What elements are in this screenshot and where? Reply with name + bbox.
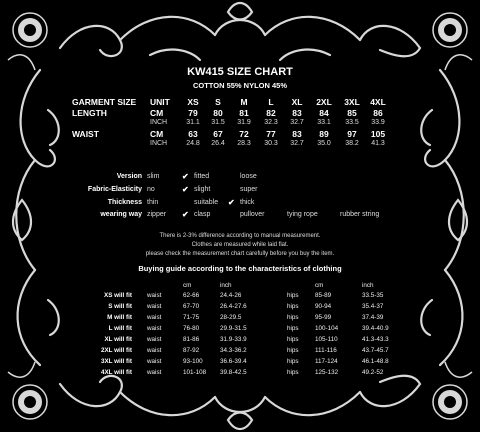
characteristic-option: thick bbox=[240, 199, 255, 206]
size-header: S bbox=[215, 97, 221, 107]
guide-waist-label: waist bbox=[147, 347, 162, 354]
guide-size: M will fit bbox=[107, 314, 132, 321]
waist-cm-cell: 97 bbox=[347, 129, 357, 139]
characteristic-option: tying rope bbox=[287, 211, 318, 218]
guide-waist-inch: 26.4-27.6 bbox=[220, 303, 247, 310]
guide-hips-label: hips bbox=[287, 292, 299, 299]
length-cm-cell: 84 bbox=[319, 108, 329, 118]
guide-hips-inch: 33.5-35 bbox=[362, 292, 384, 299]
waist-inch-unit: INCH bbox=[150, 140, 168, 147]
waist-inch-cell: 38.2 bbox=[345, 140, 359, 147]
size-header: XL bbox=[291, 97, 303, 107]
characteristic-option: slim bbox=[147, 173, 160, 180]
note-line-1: There is 2-3% difference according to manual measurement. bbox=[159, 233, 321, 239]
length-inch-cell: 32.7 bbox=[290, 119, 304, 126]
guide-size: L will fit bbox=[108, 325, 132, 332]
check-icon: ✔ bbox=[182, 172, 189, 181]
characteristic-option: loose bbox=[240, 173, 257, 180]
guide-hips-inch: 49.2-52 bbox=[362, 369, 384, 376]
characteristic-label: Fabric-Elasticity bbox=[87, 186, 142, 193]
guide-waist-cm: 87-92 bbox=[183, 347, 200, 354]
guide-hips-cm: 90-94 bbox=[315, 303, 332, 310]
characteristic-label: Version bbox=[116, 173, 142, 180]
guide-size: 3XL will fit bbox=[100, 358, 132, 365]
guide-size: XS will fit bbox=[104, 292, 132, 299]
size-header: 2XL bbox=[316, 97, 332, 107]
waist-cm-cell: 89 bbox=[319, 129, 329, 139]
guide-hips-inch: 39.4-40.9 bbox=[362, 325, 389, 332]
guide-hips-label: hips bbox=[287, 325, 299, 332]
chart-subtitle: COTTON 55% NYLON 45% bbox=[192, 81, 288, 90]
length-inch-cell: 32.3 bbox=[264, 119, 278, 126]
length-inch-cell: 31.1 bbox=[186, 119, 200, 126]
guide-hips-inch: 41.3-43.3 bbox=[362, 336, 389, 343]
guide-waist-cm: 101-108 bbox=[183, 369, 207, 376]
length-cm-cell: 81 bbox=[239, 108, 249, 118]
check-icon: ✔ bbox=[182, 185, 189, 194]
guide-waist-inch: 34.3-36.2 bbox=[220, 347, 247, 354]
length-cm-cell: 86 bbox=[373, 108, 383, 118]
guide-hips-label: hips bbox=[287, 347, 299, 354]
guide-waist-inch: 24.4-26 bbox=[220, 292, 242, 299]
garment-size-label: GARMENT SIZE bbox=[72, 97, 137, 107]
length-label: LENGTH bbox=[72, 108, 107, 118]
size-header: L bbox=[268, 97, 274, 107]
length-cm-cell: 82 bbox=[266, 108, 276, 118]
guide-waist-inch: 28-29.5 bbox=[220, 314, 242, 321]
size-header: 3XL bbox=[344, 97, 360, 107]
guide-hips-inch-header: inch bbox=[362, 282, 374, 289]
guide-hips-cm: 117-124 bbox=[315, 358, 338, 365]
characteristic-option: zipper bbox=[147, 211, 167, 218]
guide-waist-cm: 81-86 bbox=[183, 336, 200, 343]
note-line-2: Clothes are measured while laid flat. bbox=[191, 242, 289, 248]
waist-inch-cell: 24.8 bbox=[186, 140, 200, 147]
waist-inch-cell: 28.3 bbox=[237, 140, 251, 147]
guide-waist-inch: 31.9-33.9 bbox=[220, 336, 247, 343]
unit-label: UNIT bbox=[150, 97, 170, 107]
guide-size: 2XL will fit bbox=[100, 347, 132, 354]
guide-hips-cm-header: cm bbox=[315, 282, 324, 289]
waist-inch-cell: 35.0 bbox=[317, 140, 331, 147]
guide-hips-cm: 105-110 bbox=[315, 336, 338, 343]
guide-hips-cm: 125-132 bbox=[315, 369, 339, 376]
length-inch-cell: 33.9 bbox=[371, 119, 385, 126]
waist-inch-cell: 30.3 bbox=[264, 140, 278, 147]
waist-inch-cell: 26.4 bbox=[211, 140, 225, 147]
guide-hips-inch: 35.4-37 bbox=[362, 303, 384, 310]
guide-hips-cm: 95-99 bbox=[315, 314, 332, 321]
characteristic-option: rubber string bbox=[340, 211, 380, 218]
length-inch-unit: INCH bbox=[150, 119, 168, 126]
waist-inch-cell: 41.3 bbox=[371, 140, 385, 147]
length-cm-cell: 80 bbox=[213, 108, 223, 118]
guide-waist-label: waist bbox=[147, 336, 162, 343]
guide-hips-label: hips bbox=[287, 314, 299, 321]
guide-hips-inch: 43.7-45.7 bbox=[362, 347, 389, 354]
size-header: XS bbox=[187, 97, 199, 107]
size-header: 4XL bbox=[370, 97, 386, 107]
length-inch-cell: 33.1 bbox=[317, 119, 331, 126]
waist-cm-cell: 105 bbox=[370, 129, 386, 139]
length-cm-cell: 85 bbox=[347, 108, 357, 118]
length-cm-unit: CM bbox=[150, 108, 164, 118]
waist-label: WAIST bbox=[72, 129, 99, 139]
guide-size: 4XL will fit bbox=[100, 369, 132, 376]
characteristic-label: wearing way bbox=[100, 211, 142, 218]
characteristic-option: thin bbox=[147, 199, 159, 206]
guide-waist-label: waist bbox=[147, 314, 162, 321]
characteristic-option: fitted bbox=[194, 173, 210, 180]
length-inch-cell: 31.5 bbox=[211, 119, 225, 126]
guide-cm-header: cm bbox=[183, 282, 192, 289]
guide-waist-label: waist bbox=[147, 303, 162, 310]
guide-hips-label: hips bbox=[287, 369, 299, 376]
guide-hips-label: hips bbox=[287, 303, 299, 310]
waist-cm-cell: 83 bbox=[292, 129, 302, 139]
characteristic-option: super bbox=[240, 186, 258, 193]
waist-cm-cell: 77 bbox=[266, 129, 276, 139]
characteristic-option: slight bbox=[194, 186, 211, 193]
guide-hips-cm: 100-104 bbox=[315, 325, 339, 332]
guide-waist-label: waist bbox=[147, 292, 162, 299]
guide-waist-inch: 29.9-31.5 bbox=[220, 325, 247, 332]
waist-cm-unit: CM bbox=[150, 129, 164, 139]
guide-waist-label: waist bbox=[147, 325, 162, 332]
characteristic-option: no bbox=[147, 186, 155, 193]
guide-waist-cm: 67-70 bbox=[183, 303, 200, 310]
guide-hips-cm: 111-116 bbox=[315, 347, 337, 354]
guide-waist-cm: 62-66 bbox=[183, 292, 200, 299]
guide-hips-inch: 46.1-48.8 bbox=[362, 358, 389, 365]
guide-waist-label: waist bbox=[147, 369, 162, 376]
note-line-3: please check the measurement chart carefully before you buy the item. bbox=[145, 251, 335, 257]
guide-inch-header: inch bbox=[220, 282, 232, 289]
characteristic-option: pullover bbox=[240, 211, 265, 218]
guide-hips-inch: 37.4-39 bbox=[362, 314, 384, 321]
length-inch-cell: 31.9 bbox=[237, 119, 251, 126]
guide-waist-inch: 39.8-42.5 bbox=[220, 369, 247, 376]
characteristic-label: Thickness bbox=[107, 199, 142, 206]
guide-waist-label: waist bbox=[147, 358, 162, 365]
length-cm-cell: 79 bbox=[188, 108, 198, 118]
size-header: M bbox=[240, 97, 248, 107]
chart-title: KW415 SIZE CHART bbox=[187, 66, 293, 78]
characteristic-option: suitable bbox=[194, 199, 219, 206]
guide-hips-cm: 85-89 bbox=[315, 292, 332, 299]
guide-size: S will fit bbox=[108, 303, 132, 310]
check-icon: ✔ bbox=[182, 210, 189, 219]
guide-waist-inch: 36.6-39.4 bbox=[220, 358, 247, 365]
waist-cm-cell: 63 bbox=[188, 129, 198, 139]
length-inch-cell: 33.5 bbox=[345, 119, 359, 126]
characteristic-option: clasp bbox=[194, 211, 211, 218]
guide-waist-cm: 71-75 bbox=[183, 314, 200, 321]
guide-title: Buying guide according to the characteristics of clothing bbox=[138, 264, 342, 273]
waist-inch-cell: 32.7 bbox=[290, 140, 304, 147]
guide-size: XL will fit bbox=[104, 336, 132, 343]
guide-hips-label: hips bbox=[287, 358, 299, 365]
guide-waist-cm: 93-100 bbox=[183, 358, 203, 365]
length-cm-cell: 83 bbox=[292, 108, 302, 118]
guide-hips-label: hips bbox=[287, 336, 299, 343]
waist-cm-cell: 72 bbox=[239, 129, 249, 139]
guide-waist-cm: 76-80 bbox=[183, 325, 200, 332]
waist-cm-cell: 67 bbox=[213, 129, 223, 139]
check-icon: ✔ bbox=[228, 198, 235, 207]
